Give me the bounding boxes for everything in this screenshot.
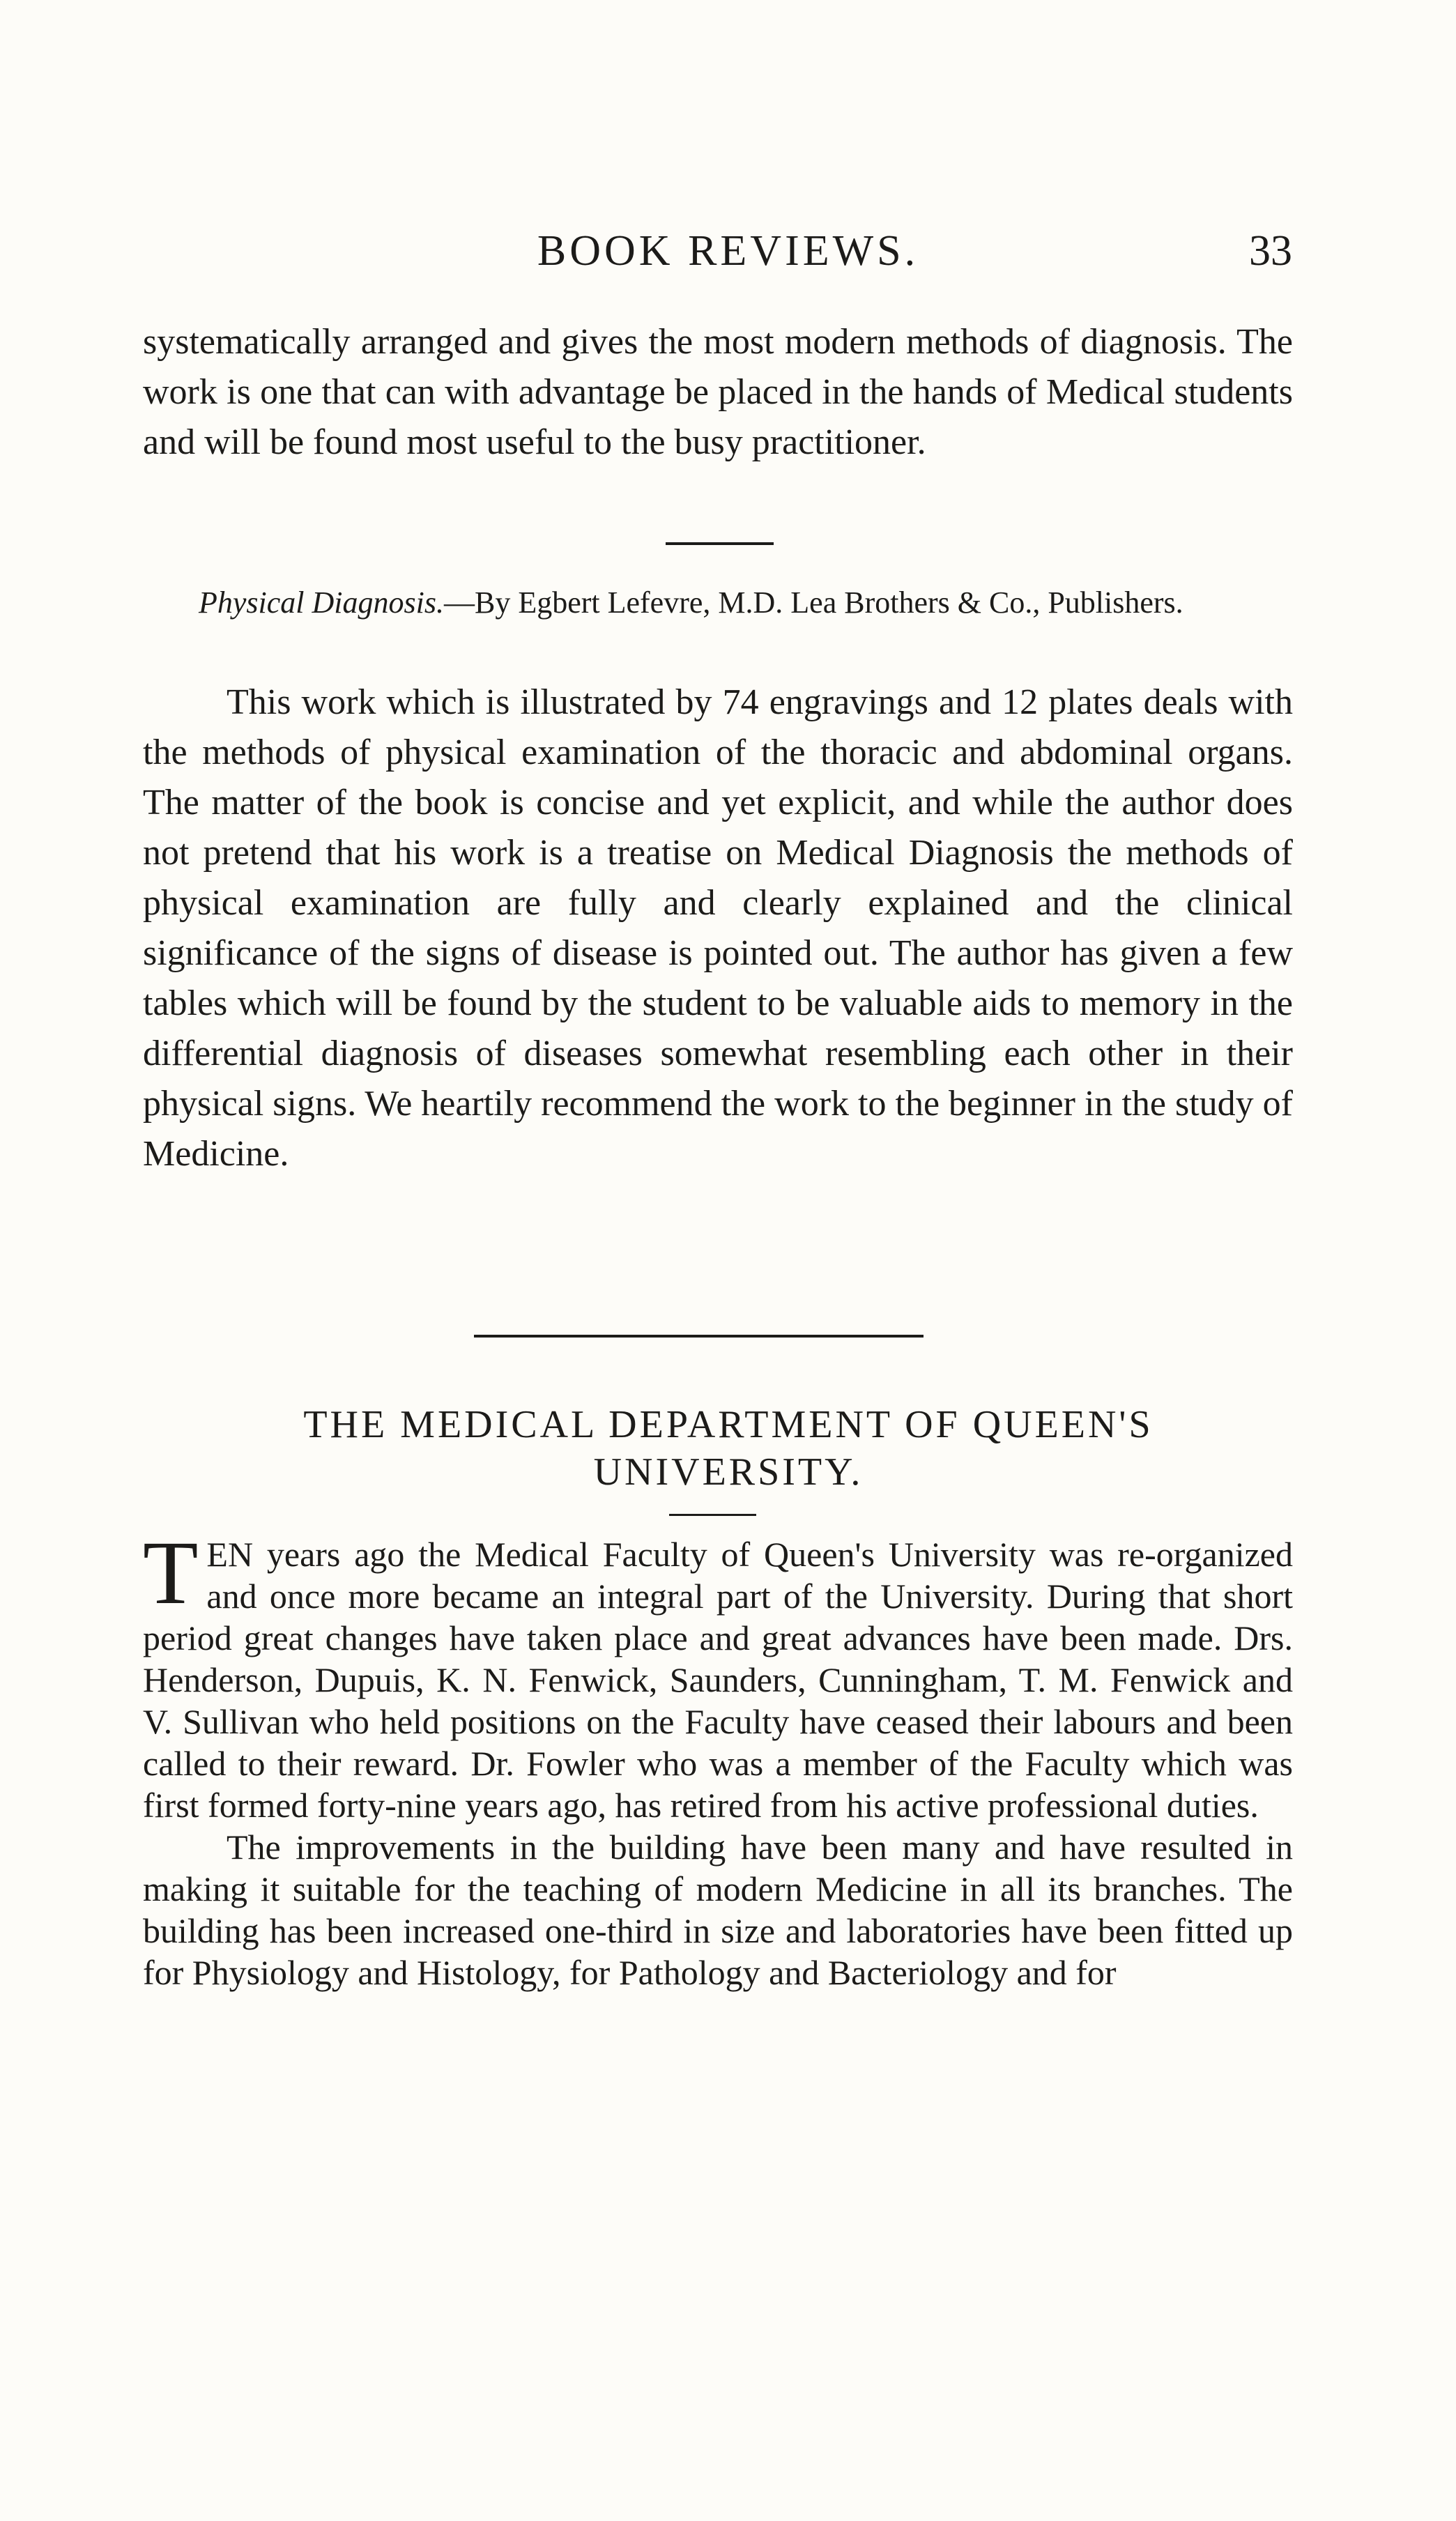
review-body-text: This work which is illustrated by 74 engravings and 12 plates deals with the methods of physical examination of the thoracic and abdominal organs. The matter of the book is concise and yet explicit, and while the author does not pretend that his work is a treatise on Medical Diagnosis the methods of physical examination are fully and clearly explained and the clinical significance of the signs of disease is pointed out. The author has given a few tables which will be found by the student to be valuable aids to memory in the differential diagnosis of diseases somewhat resembling each other in their physical signs. We heartily recommend the work to the beginner in the study of Medicine. bbox=[143, 682, 1293, 1174]
article-title-line-2: UNIVERSITY. bbox=[593, 1450, 864, 1494]
short-divider bbox=[666, 542, 774, 545]
article-body bbox=[143, 1523, 1293, 1993]
page-number: 33 bbox=[1249, 227, 1292, 275]
article-paragraph-1 bbox=[143, 1523, 1293, 1826]
review-continuation-text: systematically arranged and gives the most modern methods of diagnosis. The work is one that can with advantage be placed in the hands of Medical students and will be found most useful to the busy practitioner. bbox=[143, 322, 1293, 462]
review-body bbox=[143, 677, 1293, 1179]
running-title: BOOK REVIEWS. bbox=[537, 227, 919, 275]
running-header bbox=[143, 227, 1313, 289]
review-continuation bbox=[143, 317, 1293, 468]
article-title bbox=[143, 1401, 1314, 1496]
drop-cap: T bbox=[143, 1523, 199, 1623]
article-paragraph-2: The improvements in the building have been many and have resulted in making it suitable for the teaching of modern Medicine in all its branches. The building has been increased one-third in size and laboratories have been fitted up for Physiology and Histology, for Pathology and Bacteriology and for bbox=[143, 1827, 1293, 1992]
title-underline bbox=[669, 1514, 756, 1516]
article-title-line-1: THE MEDICAL DEPARTMENT OF QUEEN'S bbox=[303, 1403, 1154, 1446]
citation-details: —By Egbert Lefevre, M.D. Lea Brothers & Co., Publishers. bbox=[443, 585, 1183, 620]
citation-book-title: Physical Diagnosis. bbox=[199, 585, 444, 620]
review-citation bbox=[143, 582, 1293, 624]
article-paragraph-1-text: EN years ago the Medical Faculty of Queen's University was re-organized and once more became an integral part of the University. During that short period great changes have taken place and great advances have been made. Drs. Henderson, Dupuis, K. N. Fenwick, Saunders, Cunningham, T. M. Fenwick and V. Sullivan who held positions on the Faculty have ceased their labours and been called to their reward. Dr. Fowler who was a member of the Faculty which was first formed forty-nine years ago, has retired from his active professional duties. bbox=[143, 1535, 1293, 1825]
section-divider bbox=[474, 1335, 924, 1338]
